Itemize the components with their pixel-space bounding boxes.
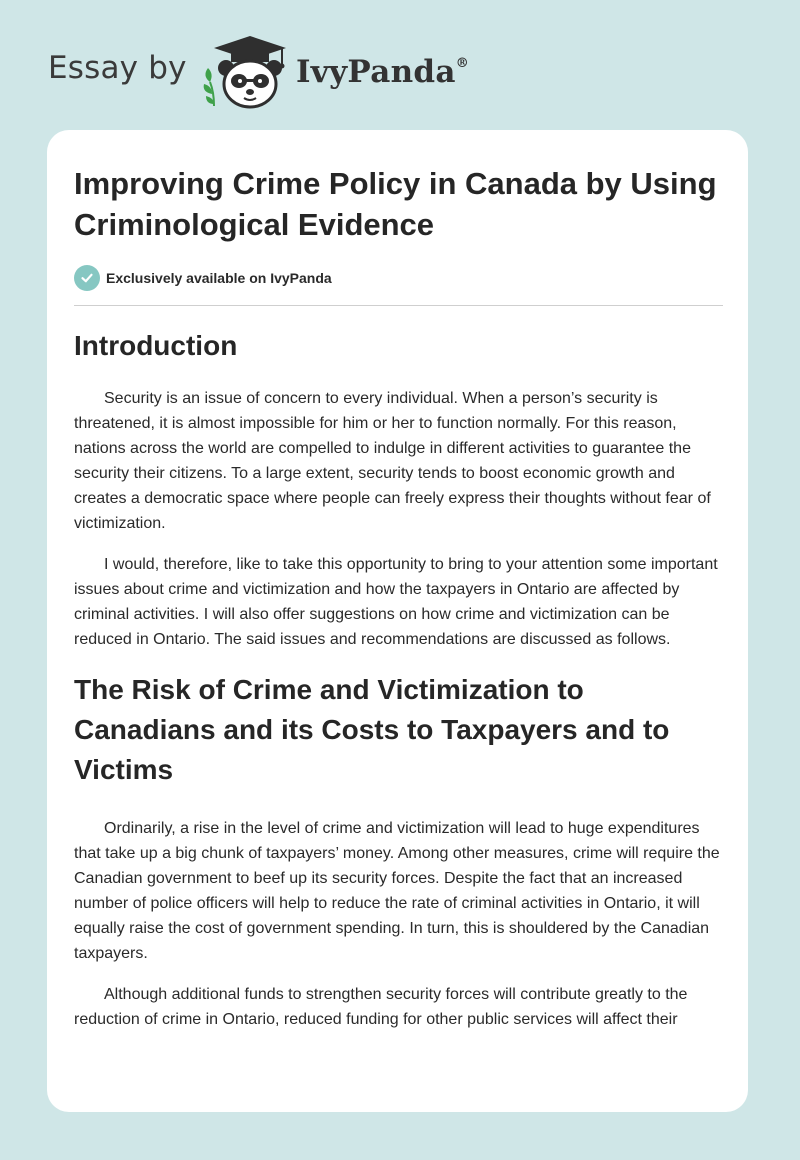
essay-card: [47, 130, 748, 1112]
check-icon: [74, 265, 100, 291]
exclusive-badge: [74, 265, 723, 291]
exclusive-label: Exclusively available on IvyPanda: [106, 270, 332, 286]
paragraph: I would, therefore, like to take this opportunity to bring to your attention some important issues about crime and victimization and how the taxpayers in Ontario are affected by criminal activities. I will also offer suggestions on how crime and victimization can be reduced in Ontario. The said issues and recommendations are discussed as follows.: [74, 556, 718, 648]
divider: [74, 305, 723, 306]
brand-name: IvyPanda: [296, 54, 456, 90]
paragraph: Although additional funds to strengthen security forces will contribute greatly to the reduction of crime in Ontario, reduced funding for other public services will affect their: [74, 986, 688, 1028]
section-heading-risk: The Risk of Crime and Victimization to Canadians and its Costs to Taxpayers and to Victims: [74, 674, 670, 785]
ivypanda-logo-icon[interactable]: [200, 34, 292, 110]
paragraph: Ordinarily, a rise in the level of crime and victimization will lead to huge expenditures that take up a big chunk of taxpayers’ money. Among other measures, crime will require the Canadian government to beef up its security forces. Despite the fact that an increased number of police officers will help to reduce the rate of criminal activities in Ontario, it will equally raise the cost of government spending. In turn, this is shouldered by the Canadian taxpayers.: [74, 820, 720, 962]
essay-title: Improving Crime Policy in Canada by Using Criminological Evidence: [74, 166, 717, 242]
essay-by-label: Essay by: [48, 50, 187, 86]
section-heading-introduction: Introduction: [74, 330, 238, 361]
essay-content: [74, 163, 723, 1032]
site-header: [48, 34, 508, 112]
ivypanda-brand[interactable]: [296, 54, 469, 90]
registered-mark: ®: [455, 55, 470, 71]
paragraph: Security is an issue of concern to every individual. When a person’s security is threatened, it is almost impossible for him or her to function normally. For this reason, nations across the world are compelled to indulge in different activities to guarantee the security their citizens. To a large extent, security tends to boost economic growth and creates a democratic space where people can freely express their thoughts without fear of victimization.: [74, 390, 711, 532]
